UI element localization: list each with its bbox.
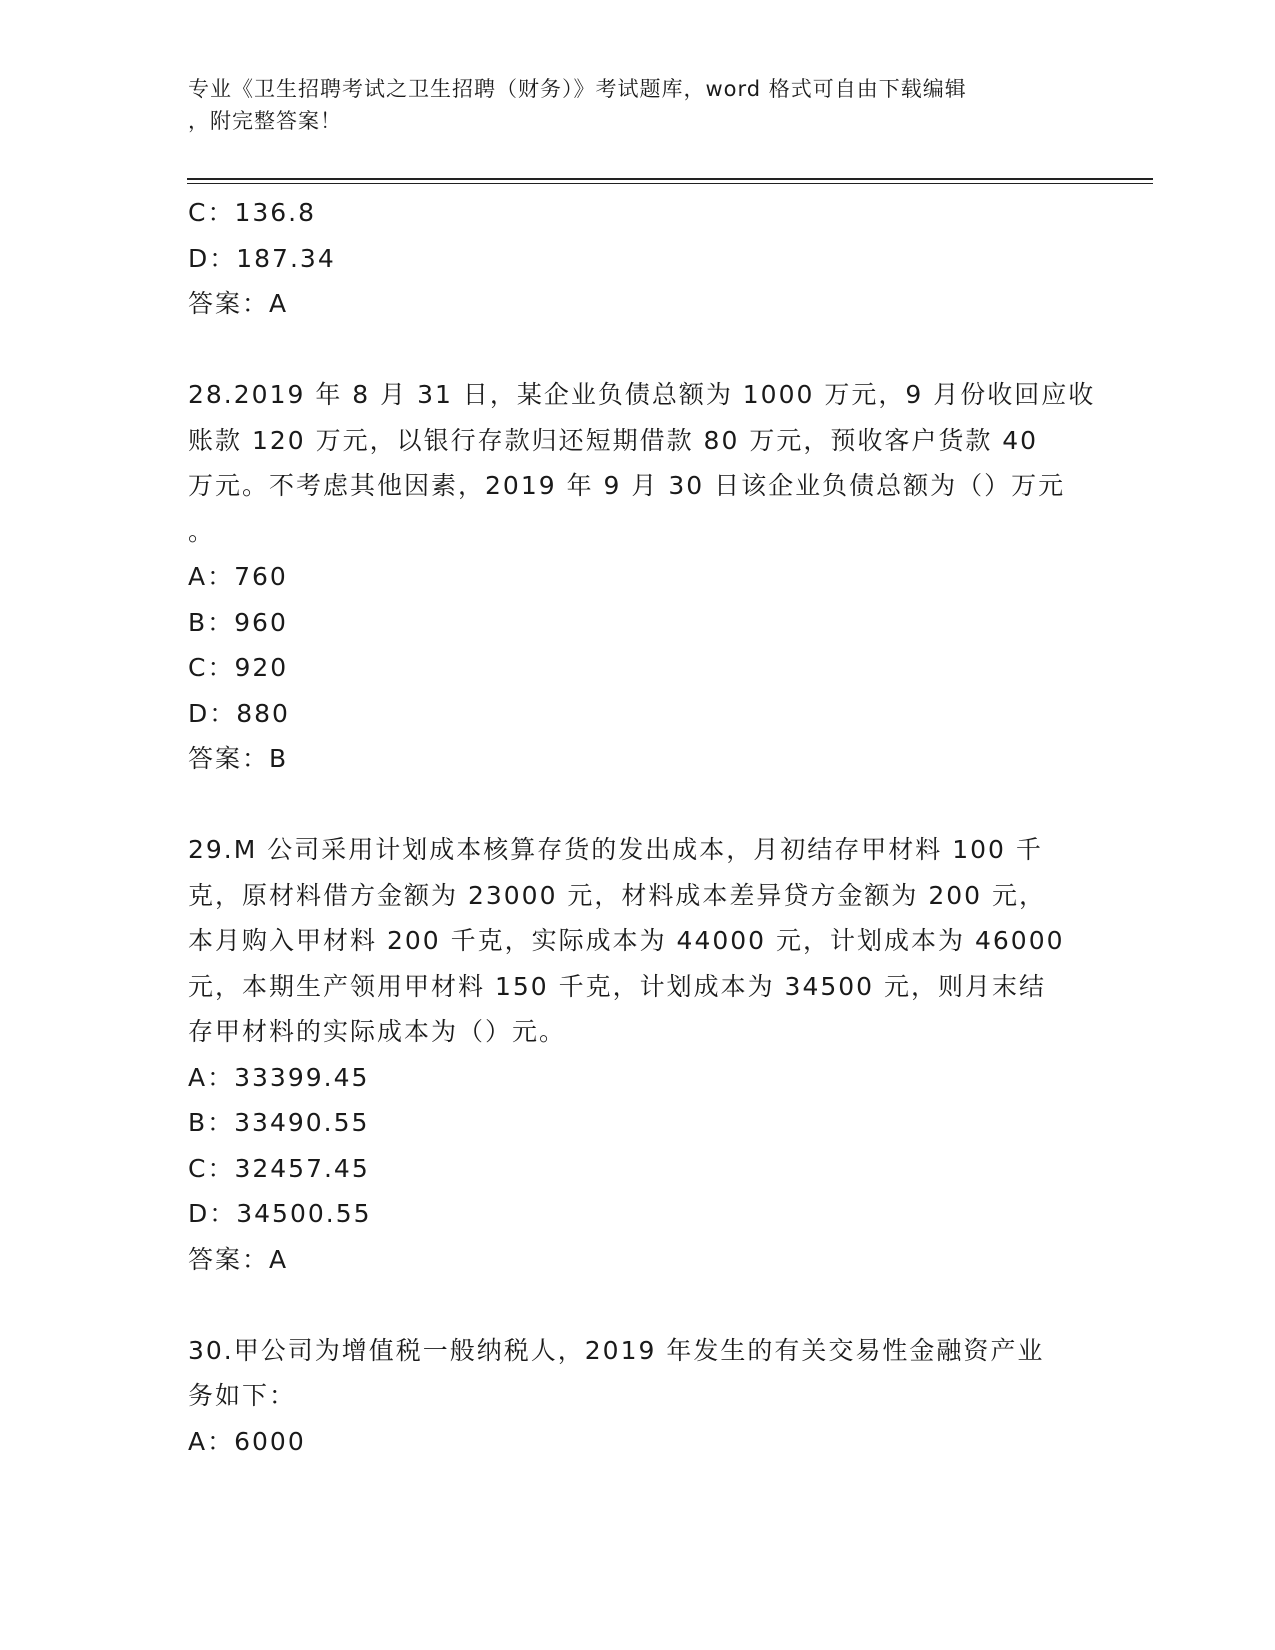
option-c: C：136.8 (188, 198, 317, 227)
spacer (188, 1282, 1088, 1328)
header-rule-thin (187, 183, 1153, 184)
question-text-line: 。 (188, 516, 216, 546)
question-27-tail (188, 190, 1088, 327)
option-a: A：33399.45 (188, 1062, 370, 1092)
option-c: C：32457.45 (188, 1153, 370, 1183)
question-text-line: 万元。不考虑其他因素，2019 年 9 月 30 日该企业负债总额为（）万元 (188, 471, 1066, 500)
question-text-line: 克，原材料借方金额为 23000 元，材料成本差异贷方金额为 200 元， (188, 880, 1047, 910)
spacer (188, 327, 1088, 373)
answer: 答案：A (188, 1244, 289, 1274)
question-text-line: 存甲材料的实际成本为（）元。 (188, 1017, 567, 1046)
answer: 答案：B (188, 744, 289, 773)
question-text-line: 务如下： (188, 1381, 297, 1410)
question-text-line: 账款 120 万元，以银行存款归还短期借款 80 万元，预收客户货款 40 (188, 425, 1039, 455)
document-header (188, 73, 1088, 137)
question-text-line: 本月购入甲材料 200 千克，实际成本为 44000 元，计划成本为 46000 (188, 926, 1065, 955)
header-line-2: ，附完整答案！ (188, 109, 342, 133)
option-a: A：6000 (188, 1426, 306, 1456)
option-d: D：187.34 (188, 243, 336, 273)
question-text-line: 元，本期生产领用甲材料 150 千克，计划成本为 34500 元，则月末结 (188, 971, 1047, 1001)
option-d: D：34500.55 (188, 1199, 372, 1228)
spacer (188, 782, 1088, 828)
answer: 答案：A (188, 289, 289, 318)
header-line-1: 专业《卫生招聘考试之卫生招聘（财务）》考试题库，word 格式可自由下载编辑 (188, 77, 967, 101)
question-29 (188, 827, 1088, 1282)
question-text-line: 30.甲公司为增值税一般纳税人，2019 年发生的有关交易性金融资产业 (188, 1335, 1045, 1365)
option-d: D：880 (188, 698, 290, 728)
option-a: A：760 (188, 562, 288, 591)
header-rule-thick (187, 178, 1153, 180)
question-text-line: 28.2019 年 8 月 31 日，某企业负债总额为 1000 万元，9 月份收回应收 (188, 380, 1096, 409)
option-b: B：960 (188, 607, 288, 637)
question-30 (188, 1328, 1088, 1465)
question-text-line: 29.M 公司采用计划成本核算存货的发出成本，月初结存甲材料 100 千 (188, 835, 1043, 864)
document-content (188, 190, 1096, 1464)
question-28 (188, 372, 1096, 782)
option-c: C：920 (188, 653, 289, 682)
option-b: B：33490.55 (188, 1108, 370, 1137)
